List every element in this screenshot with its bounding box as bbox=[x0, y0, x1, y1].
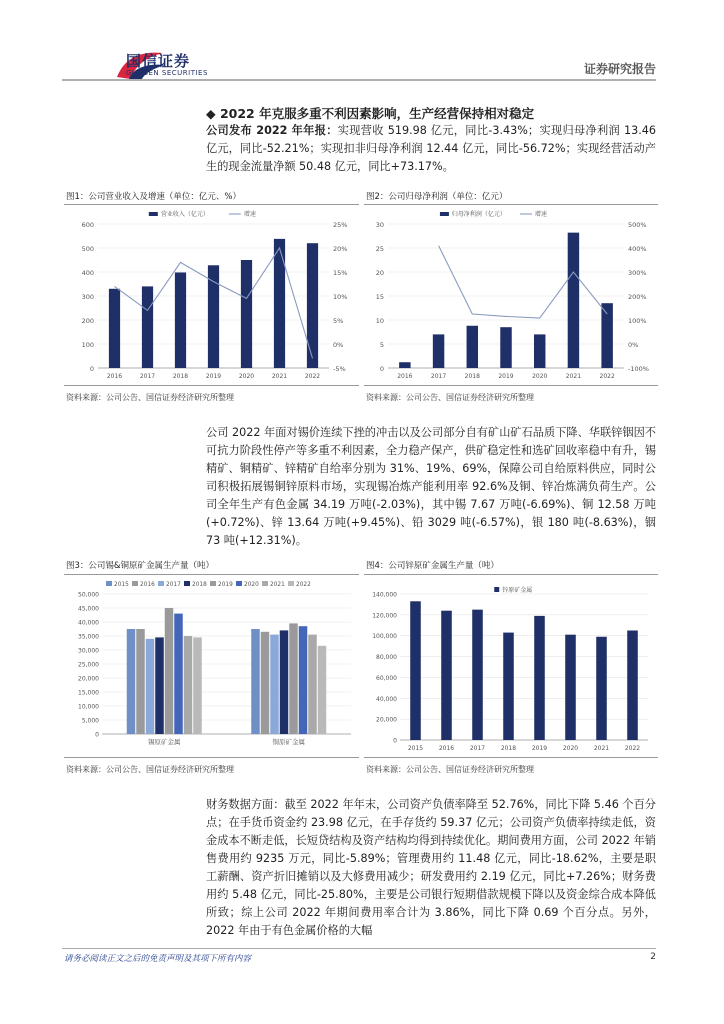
x-tick-label: 2020 bbox=[562, 745, 579, 752]
x-tick-label: 2018 bbox=[172, 373, 189, 380]
legend-label: 2015 bbox=[114, 582, 129, 588]
bar bbox=[596, 637, 607, 740]
bar bbox=[184, 636, 193, 734]
y-right-tick-label: 0% bbox=[333, 341, 344, 349]
y-left-tick-label: 200 bbox=[81, 317, 94, 325]
x-tick-label: 2022 bbox=[624, 745, 641, 752]
bar bbox=[289, 623, 298, 734]
y-right-tick-label: 0% bbox=[628, 341, 639, 349]
legend-label: 2020 bbox=[244, 582, 259, 588]
legend-swatch-bar bbox=[440, 212, 449, 216]
figure4-source: 资料来源：公司公告、国信证券经济研究所整理 bbox=[366, 765, 534, 774]
bar bbox=[307, 243, 318, 368]
bar bbox=[318, 646, 327, 734]
header-divider bbox=[62, 79, 656, 81]
bar bbox=[261, 632, 270, 734]
paragraph-financials: 财务数据方面：截至 2022 年年末，公司资产负债率降至 52.76%，同比下降 5.46 个百分点；在手货币资金约 23.98 亿元，在手存货约 59.37 亿元；公司资产负债率持续走低，资金成本不断走低，长短贷结构及资产结构均得到持续优化。期间费用方面，公司 2022 年销售费用约 9235 万元，同比-5.89%；管理费用约 11.48 亿元，同比-18.62%，主要是职工薪酬、资产折旧摊销以及大修费用减少；研发费用约 2.19 亿元，同比+7.26%；财务费用约 5.48 亿元，同比-25.80%，主要是公司银行短期借款规模下降以及资金综合成本降低所致；综上公司 2022 年期间费用率合计为 3.86%，同比下降 0.69 个百分点。另外，2022 年由于有色金属价格的大幅 bbox=[206, 798, 656, 937]
net-profit-chart bbox=[364, 206, 658, 384]
bar bbox=[270, 635, 279, 734]
bar bbox=[109, 289, 120, 368]
x-tick-label: 2016 bbox=[438, 745, 455, 752]
x-tick-label: 2019 bbox=[205, 373, 222, 380]
bar bbox=[568, 233, 579, 368]
x-tick-label: 2021 bbox=[593, 745, 610, 752]
zinc-output-chart bbox=[364, 576, 658, 756]
bar bbox=[534, 334, 545, 368]
bar bbox=[127, 629, 136, 734]
y-tick-label: 25,000 bbox=[78, 661, 99, 669]
growth-line bbox=[439, 246, 608, 318]
y-tick-label: 5,000 bbox=[81, 717, 99, 725]
legend-label: 归母净利润（亿元） bbox=[451, 211, 506, 218]
bar bbox=[467, 326, 478, 368]
legend-label: 2021 bbox=[270, 582, 285, 588]
y-right-tick-label: 200% bbox=[628, 293, 647, 301]
figure4-title: 图4：公司锌原矿金属生产量（吨） bbox=[366, 561, 499, 571]
y-right-tick-label: 5% bbox=[333, 317, 344, 325]
x-tick-label: 2019 bbox=[531, 745, 548, 752]
bar bbox=[299, 626, 308, 734]
y-right-tick-label: 15% bbox=[333, 269, 348, 277]
y-tick-label: 100,000 bbox=[372, 633, 397, 641]
x-tick-label: 2020 bbox=[238, 373, 255, 380]
y-tick-label: 40,000 bbox=[376, 695, 397, 703]
figure2-source: 资料来源：公司公告、国信证券经济研究所整理 bbox=[366, 393, 534, 402]
x-tick-label: 铜原矿金属 bbox=[272, 738, 305, 746]
y-tick-label: 20,000 bbox=[78, 675, 99, 683]
bar bbox=[433, 334, 444, 368]
y-left-tick-label: 30 bbox=[375, 221, 384, 229]
bar bbox=[193, 637, 202, 734]
y-tick-label: 30,000 bbox=[78, 647, 99, 655]
x-tick-label: 2017 bbox=[469, 745, 486, 752]
bar bbox=[165, 608, 174, 734]
x-tick-label: 2016 bbox=[397, 373, 413, 380]
bar bbox=[601, 303, 612, 368]
bar bbox=[136, 629, 145, 734]
x-tick-label: 2022 bbox=[599, 373, 615, 380]
legend-label: 增速 bbox=[243, 211, 256, 218]
logo-chinese-name: 国信证券 bbox=[126, 52, 191, 70]
y-tick-label: 40,000 bbox=[78, 619, 99, 627]
y-tick-label: 10,000 bbox=[78, 703, 99, 711]
bar bbox=[410, 601, 421, 740]
legend-label: 2019 bbox=[218, 582, 233, 588]
x-tick-label: 锡原矿金属 bbox=[148, 738, 181, 746]
x-tick-label: 2018 bbox=[464, 373, 480, 380]
bar bbox=[208, 265, 219, 368]
y-left-tick-label: 300 bbox=[81, 293, 94, 301]
legend-label: 锌原矿金属 bbox=[502, 587, 533, 594]
x-tick-label: 2016 bbox=[106, 373, 123, 380]
report-type-label: 证券研究报告 bbox=[583, 62, 656, 76]
legend-swatch bbox=[236, 581, 242, 586]
logo-english-name: GUOSEN SECURITIES bbox=[126, 69, 208, 77]
y-left-tick-label: 600 bbox=[81, 221, 94, 229]
bar bbox=[627, 631, 638, 741]
legend-swatch bbox=[184, 581, 190, 586]
bar bbox=[399, 362, 410, 368]
y-tick-label: 60,000 bbox=[376, 674, 397, 682]
y-right-tick-label: 400% bbox=[628, 245, 647, 253]
x-tick-label: 2017 bbox=[139, 373, 156, 380]
legend-swatch bbox=[132, 581, 138, 586]
figure3-title: 图3：公司锡&铜原矿金属生产量（吨） bbox=[66, 561, 215, 571]
bar bbox=[503, 633, 514, 740]
y-right-tick-label: 25% bbox=[333, 221, 348, 229]
figure2-title: 图2：公司归母净利润（单位：亿元） bbox=[366, 192, 508, 202]
bar bbox=[534, 616, 545, 740]
x-tick-label: 2022 bbox=[304, 373, 321, 380]
paragraph-annual-report bbox=[206, 122, 656, 176]
y-right-tick-label: 10% bbox=[333, 293, 348, 301]
tin-copper-output-chart bbox=[64, 576, 359, 756]
y-left-tick-label: 5 bbox=[379, 341, 384, 349]
figure1-source: 资料来源：公司公告、国信证券经济研究所整理 bbox=[66, 393, 234, 402]
bar bbox=[155, 637, 164, 734]
y-left-tick-label: 500 bbox=[81, 245, 94, 253]
bar bbox=[500, 327, 511, 368]
page-number: 2 bbox=[650, 952, 656, 962]
y-tick-label: 20,000 bbox=[376, 716, 397, 724]
paragraph-production: 公司 2022 年面对锡价连续下挫的冲击以及公司部分自有矿山矿石品质下降、华联锌铟因不可抗力阶段性停产等多重不利因素，全力稳产保产，供矿稳定性和选矿回收率稳中有升，锡精矿、铜精矿、锌精矿自给率分别为 31%、19%、69%，保障公司自给原料供应，同时公司积极拓展锡铜锌原料市场，实现锡冶炼产能利用率 92.6%及铜、锌冶炼满负荷生产。公司全年生产有色金属 34.19 万吨(-2.03%)，其中锡 7.67 万吨(-6.69%)、铜 12.58 万吨(+0.72%)、锌 13.64 万吨(+9.45%)、铅 3029 吨(-6.57%)，银 180 吨(-8.63%)，铟 73 吨(+12.31%)。 bbox=[206, 426, 656, 547]
bar bbox=[241, 260, 252, 368]
bar bbox=[308, 635, 317, 734]
x-tick-label: 2020 bbox=[532, 373, 548, 380]
bar bbox=[274, 239, 285, 368]
y-left-tick-label: 15 bbox=[375, 293, 384, 301]
legend-label: 2022 bbox=[296, 582, 311, 588]
x-tick-label: 2018 bbox=[500, 745, 517, 752]
bar bbox=[142, 286, 153, 368]
section-title: ◆ 2022 年克服多重不利因素影响，生产经营保持相对稳定 bbox=[206, 106, 535, 121]
legend-label: 增速 bbox=[534, 211, 547, 218]
y-right-tick-label: 300% bbox=[628, 269, 647, 277]
y-left-tick-label: 100 bbox=[81, 341, 94, 349]
y-tick-label: 140,000 bbox=[372, 591, 397, 599]
y-left-tick-label: 20 bbox=[375, 269, 384, 277]
bar bbox=[146, 639, 155, 734]
y-left-tick-label: 25 bbox=[375, 245, 384, 253]
legend-swatch bbox=[262, 581, 268, 586]
y-left-tick-label: 0 bbox=[379, 365, 384, 373]
figure1-title: 图1：公司营业收入及增速（单位：亿元、%） bbox=[66, 192, 241, 202]
legend-label: 2016 bbox=[140, 582, 155, 588]
bar bbox=[251, 629, 260, 734]
y-right-tick-label: 500% bbox=[628, 221, 647, 229]
y-tick-label: 120,000 bbox=[372, 612, 397, 620]
bar bbox=[280, 630, 289, 734]
paragraph-lead: 公司发布 2022 年年报： bbox=[206, 124, 338, 137]
bar bbox=[174, 614, 183, 734]
y-right-tick-label: -100% bbox=[628, 365, 649, 373]
y-tick-label: 0 bbox=[95, 731, 99, 739]
legend-swatch bbox=[288, 581, 294, 586]
x-tick-label: 2021 bbox=[565, 373, 582, 380]
y-right-tick-label: 20% bbox=[333, 245, 348, 253]
y-tick-label: 0 bbox=[393, 737, 397, 745]
revenue-chart bbox=[64, 206, 359, 384]
x-tick-label: 2015 bbox=[407, 745, 424, 752]
bar bbox=[472, 610, 483, 740]
y-left-tick-label: 10 bbox=[375, 317, 384, 325]
legend-swatch bbox=[106, 581, 112, 586]
y-tick-label: 45,000 bbox=[78, 605, 99, 613]
legend-swatch bbox=[158, 581, 164, 586]
footer-divider bbox=[62, 948, 656, 949]
x-tick-label: 2021 bbox=[271, 373, 288, 380]
y-tick-label: 50,000 bbox=[78, 591, 99, 599]
legend-label: 营业收入（亿元） bbox=[160, 211, 209, 218]
paragraph-body: 实现营收 519.98 亿元，同比-3.43%；实现归母净利润 13.46 亿元，同比-52.21%；实现扣非归母净利润 12.44 亿元，同比-56.72%；实现经营活动产生的现金流量净额 50.48 亿元，同比+73.17%。 bbox=[206, 124, 656, 173]
y-right-tick-label: 100% bbox=[628, 317, 647, 325]
y-tick-label: 15,000 bbox=[78, 689, 99, 697]
footer-disclaimer: 请务必阅读正文之后的免责声明及其项下所有内容 bbox=[64, 954, 252, 964]
y-tick-label: 35,000 bbox=[78, 633, 99, 641]
bar bbox=[175, 272, 186, 368]
legend-label: 2018 bbox=[192, 582, 207, 588]
y-right-tick-label: -5% bbox=[333, 365, 346, 373]
legend-label: 2017 bbox=[166, 582, 181, 588]
figure3-source: 资料来源：公司公告、国信证券经济研究所整理 bbox=[66, 765, 234, 774]
legend-swatch-bar bbox=[149, 212, 158, 216]
y-left-tick-label: 0 bbox=[89, 365, 94, 373]
x-tick-label: 2019 bbox=[498, 373, 514, 380]
bar bbox=[565, 635, 576, 740]
y-left-tick-label: 400 bbox=[81, 269, 94, 277]
legend-swatch bbox=[210, 581, 216, 586]
legend-swatch bbox=[494, 587, 499, 592]
x-tick-label: 2017 bbox=[430, 373, 447, 380]
bar bbox=[441, 611, 452, 740]
y-tick-label: 80,000 bbox=[376, 654, 397, 662]
